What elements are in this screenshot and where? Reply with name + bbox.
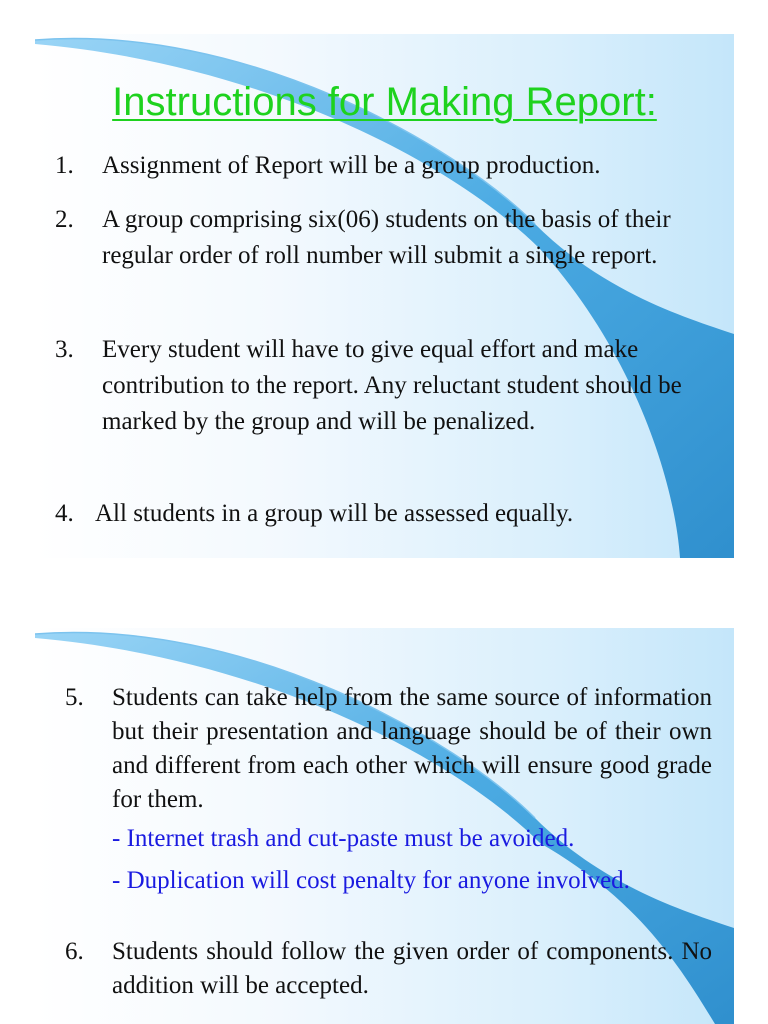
page-title: Instructions for Making Report: [112,80,657,124]
list-item-text: Students should follow the given order of components. No addition will be accepted. [112,938,712,999]
note-no-cut-paste: - Internet trash and cut-paste must be avoided. [112,825,575,852]
list-item-text: A group comprising six(06) students on the basis of their regular order of roll number will submit a single report. [102,206,671,269]
list-item-text: All students in a group will be assessed equally. [95,500,574,527]
list-item-number: 5. [65,684,84,711]
list-item-number: 3. [55,336,74,363]
list-item-text: Assignment of Report will be a group production. [102,152,601,179]
list-item-number: 2. [55,206,74,233]
list-item-number: 4. [55,500,74,527]
list-item-number: 1. [55,152,74,179]
list-item-text: Every student will have to give equal effort and make contribution to the report. Any reluctant student should be marked by the group and will be penalized. [102,336,682,435]
list-item-number: 6. [65,938,84,965]
list-item-text: Students can take help from the same source of information but their presentation and language should be of their own and different from each other which will ensure good grade for them. [112,684,712,813]
slide-1 [35,34,734,558]
note-duplication-penalty: - Duplication will cost penalty for anyone involved. [112,867,630,894]
slide-2 [35,628,734,1024]
